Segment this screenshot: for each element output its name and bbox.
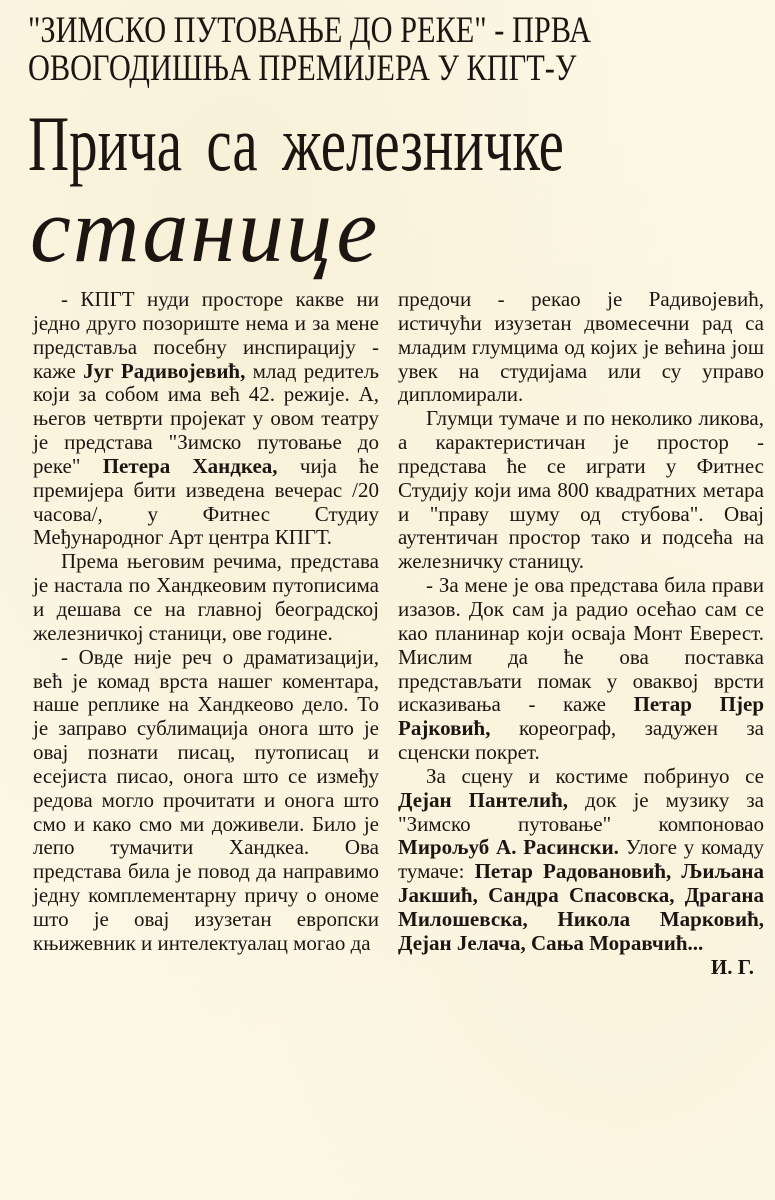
paragraph	[398, 574, 764, 765]
left-column	[33, 288, 379, 956]
text: док је музику за "Зимско путовање" компоновао	[398, 787, 765, 836]
text: чија ће премијера бити изведена вечерас /20 часова/, у Фитнес Студиу Међународног Арт центра КПГТ.	[33, 453, 379, 550]
paragraph	[398, 765, 764, 956]
right-column	[398, 288, 764, 979]
name-bold: Петар Пјер Рајковић,	[398, 692, 764, 741]
headline-line-1: Прича са железничке	[28, 100, 564, 187]
author-signature: И. Г.	[710, 954, 754, 979]
cast-list-bold: Петар Радовановић, Љиљана Јакшић, Сандра Спасовска, Драгана Милошевска, Никола Марковић, Дејан Јелача, Сања Моравчић...	[398, 859, 764, 955]
headline-line-2: станице	[30, 179, 380, 281]
paragraph: предочи - рекао је Радивојевић, истичући изузетан двомесечни рад са младим глумцима од којих је већина још увек на студијама или су управо дипломирали.	[398, 287, 764, 407]
text: - За мене је ова представа била прави изазов. Док сам ја радио осећао сам се као планинар који осваја Монт Еверест. Мислим да ће ова поставка представљати помак у оваквој врсти исказивања - каже	[398, 573, 764, 717]
kicker-line-1: "ЗИМСКО ПУТОВАЊЕ ДО РЕКЕ" - ПРВА	[28, 10, 591, 51]
kicker-line-2: ОВОГОДИШЊА ПРЕМИЈЕРА У КПГТ-У	[28, 48, 577, 89]
paragraph: Према његовим речима, представа је настала по Хандкеовим путописима и дешава се на главној београдској железничкој станици, ове године.	[33, 549, 379, 645]
name-bold: Петера Хандкеа,	[102, 453, 278, 478]
paragraph: - Овде није реч о драматизацији, већ је комад врста нашег коментара, наше реплике на Хандкеово дело. То је заправо сублимација онога што је овај познати писац, путописац и есејиста писао, онога што се између редова могло прочитати и онога што смо и како смо ми доживели. Било је лепо тумачити Хандкеа. Ова представа била је повод да направимо једну комплементарну причу о ономе што је овај изузетан европски књижевник и интелектуалац могао да	[33, 644, 379, 955]
text: - КПГТ нуди просторе какве ни једно друго позориште нема и за мене представља посебну инспирацију - каже	[33, 287, 379, 383]
text: За сцену и костиме побринуо се	[426, 763, 764, 788]
name-bold: Мирољуб А. Расински.	[398, 835, 619, 860]
text: Улоге у комаду тумаче:	[398, 835, 765, 884]
article-kicker	[28, 12, 750, 88]
name-bold: Југ Радивојевић,	[83, 358, 246, 383]
text: кореограф, задужен за сценски покрет.	[398, 716, 764, 765]
name-bold: Дејан Пантелић,	[398, 787, 569, 812]
paragraph	[33, 288, 379, 550]
text: млад редитељ који за собом има већ 42. режије. А, његов четврти пројекат у овом театру је представа "Зимско путовање до реке"	[33, 358, 379, 478]
paragraph: Глумци тумаче и по неколико ликова, а карактеристичан је простор - представа ће се играти у Фитнес Студију који има 800 квадратних метара и "праву шуму од стубова". Овај аутентичан простор тако и подсећа на железничку станицу.	[398, 406, 764, 574]
